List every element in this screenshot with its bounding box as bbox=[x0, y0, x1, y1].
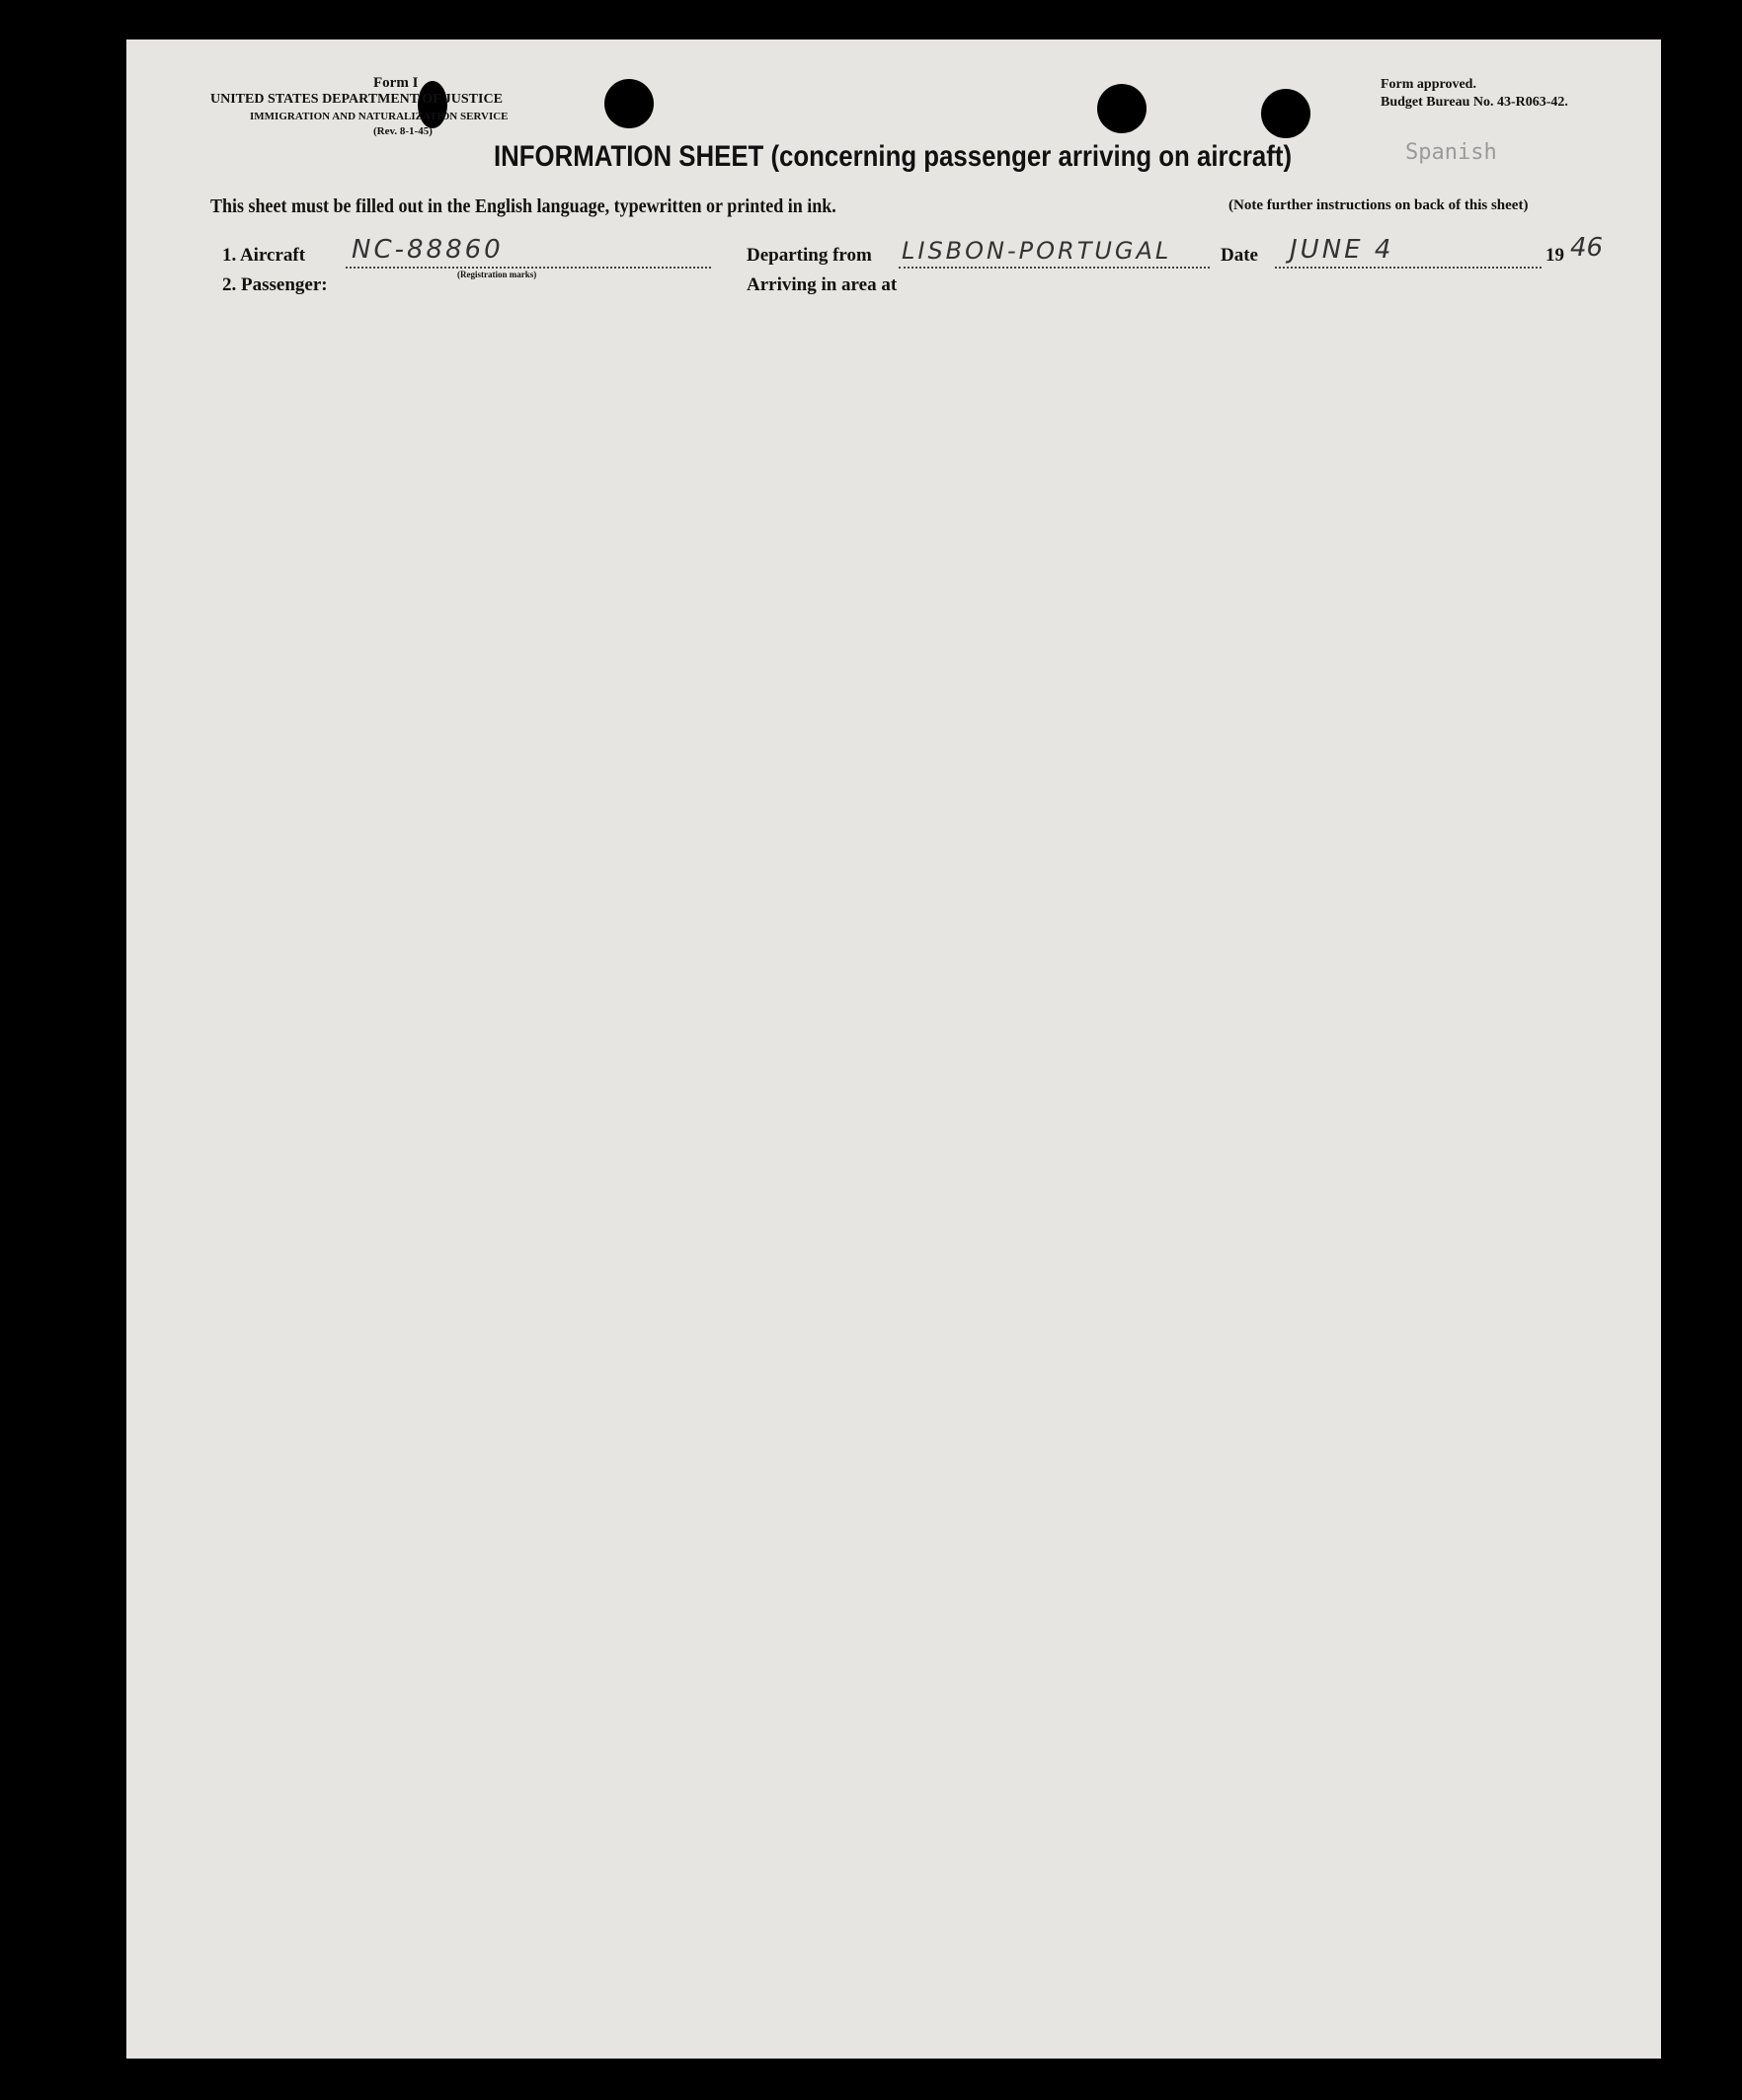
departure-year-prefix: 19 bbox=[1545, 245, 1564, 266]
back-note: (Note further instructions on back of this sheet) bbox=[1228, 197, 1529, 213]
department-name: UNITED STATES DEPARTMENT OF JUSTICE bbox=[210, 92, 503, 107]
language-stamp: Spanish bbox=[1405, 140, 1497, 165]
arriving-label: Arriving in area at bbox=[747, 274, 898, 295]
form-title: INFORMATION SHEET (concerning passenger arriving on aircraft) bbox=[494, 140, 1293, 173]
punch-hole bbox=[604, 79, 654, 128]
revision: (Rev. 8-1-45) bbox=[373, 125, 433, 137]
form-number: Form I bbox=[373, 75, 419, 91]
departure-date-label: Date bbox=[1221, 245, 1258, 266]
punch-hole bbox=[1261, 89, 1310, 138]
aircraft-value: NC-88860 bbox=[352, 235, 504, 265]
aircraft-label: 1. Aircraft bbox=[222, 245, 306, 266]
departing-value: LISBON-PORTUGAL bbox=[902, 237, 1172, 265]
budget-bureau: Budget Bureau No. 43-R063-42. bbox=[1381, 95, 1568, 110]
departure-year: 46 bbox=[1570, 233, 1604, 263]
punch-hole bbox=[1097, 84, 1147, 133]
form-approved: Form approved. bbox=[1381, 77, 1476, 92]
information-sheet-form bbox=[126, 39, 1661, 2059]
departing-label: Departing from bbox=[747, 245, 872, 266]
departure-date-value: JUNE 4 bbox=[1290, 235, 1394, 265]
registration-caption: (Registration marks) bbox=[457, 270, 537, 279]
passenger-label: 2. Passenger: bbox=[222, 274, 328, 295]
instructions: This sheet must be filled out in the English language, typewritten or printed in ink. bbox=[210, 195, 836, 217]
service-name: IMMIGRATION AND NATURALIZATION SERVICE bbox=[250, 111, 509, 122]
